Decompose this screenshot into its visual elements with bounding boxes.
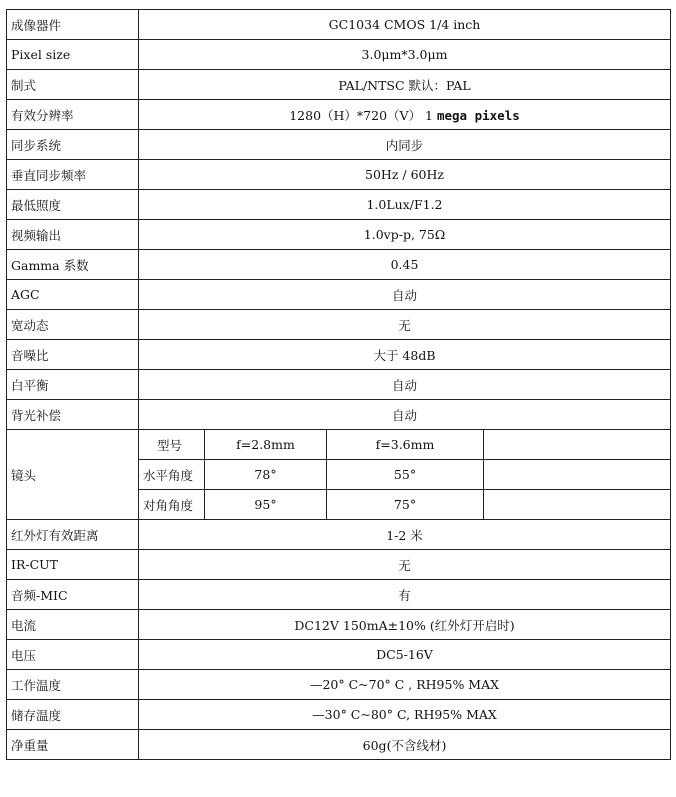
table-row bbox=[7, 400, 671, 430]
spec-value: —30° C~80° C, RH95% MAX bbox=[139, 700, 671, 730]
table-row bbox=[7, 520, 671, 550]
spec-label: 最低照度 bbox=[7, 190, 139, 220]
table-row bbox=[7, 160, 671, 190]
table-row bbox=[7, 250, 671, 280]
spec-label: 音噪比 bbox=[7, 340, 139, 370]
table-row bbox=[7, 610, 671, 640]
spec-value: 1-2 米 bbox=[139, 520, 671, 550]
table-row bbox=[7, 340, 671, 370]
spec-value: PAL/NTSC 默认：PAL bbox=[139, 70, 671, 100]
lens-diagonal-2-8: 95° bbox=[205, 490, 327, 520]
lens-model-label: 型号 bbox=[139, 430, 205, 460]
table-row bbox=[7, 700, 671, 730]
spec-label: 成像器件 bbox=[7, 10, 139, 40]
spec-label: Gamma 系数 bbox=[7, 250, 139, 280]
spec-value: 3.0μm*3.0μm bbox=[139, 40, 671, 70]
lens-horizontal-2-8: 78° bbox=[205, 460, 327, 490]
spec-value: —20° C~70° C , RH95% MAX bbox=[139, 670, 671, 700]
lens-row-header bbox=[7, 430, 671, 460]
spec-label: 电压 bbox=[7, 640, 139, 670]
lens-diagonal-label: 对角角度 bbox=[139, 490, 205, 520]
table-row bbox=[7, 280, 671, 310]
table-row bbox=[7, 670, 671, 700]
table-row bbox=[7, 550, 671, 580]
spec-label: 有效分辨率 bbox=[7, 100, 139, 130]
spec-label: 同步系统 bbox=[7, 130, 139, 160]
spec-label: 工作温度 bbox=[7, 670, 139, 700]
spec-label: 红外灯有效距离 bbox=[7, 520, 139, 550]
spec-label: 音频-MIC bbox=[7, 580, 139, 610]
resolution-text: 1280（H）*720（V） 1 bbox=[289, 107, 437, 123]
spec-value: DC5-16V bbox=[139, 640, 671, 670]
table-row bbox=[7, 100, 671, 130]
spec-label: Pixel size bbox=[7, 40, 139, 70]
lens-empty-cell bbox=[484, 490, 671, 520]
lens-horizontal-3-6: 55° bbox=[327, 460, 484, 490]
spec-table bbox=[6, 9, 671, 760]
table-row bbox=[7, 370, 671, 400]
spec-label: IR-CUT bbox=[7, 550, 139, 580]
spec-value: 内同步 bbox=[139, 130, 671, 160]
table-row bbox=[7, 310, 671, 340]
spec-value: 自动 bbox=[139, 370, 671, 400]
spec-label: 储存温度 bbox=[7, 700, 139, 730]
table-row bbox=[7, 190, 671, 220]
spec-value: 60g(不含线材) bbox=[139, 730, 671, 760]
spec-label: 制式 bbox=[7, 70, 139, 100]
spec-label: 净重量 bbox=[7, 730, 139, 760]
spec-value: GC1034 CMOS 1/4 inch bbox=[139, 10, 671, 40]
table-row bbox=[7, 70, 671, 100]
spec-value: 1.0vp-p, 75Ω bbox=[139, 220, 671, 250]
table-row bbox=[7, 10, 671, 40]
table-row bbox=[7, 40, 671, 70]
spec-label: 背光补偿 bbox=[7, 400, 139, 430]
spec-value: DC12V 150mA±10% (红外灯开启时) bbox=[139, 610, 671, 640]
spec-value: 自动 bbox=[139, 280, 671, 310]
spec-value: 无 bbox=[139, 550, 671, 580]
spec-label: 宽动态 bbox=[7, 310, 139, 340]
spec-label: AGC bbox=[7, 280, 139, 310]
table-row bbox=[7, 220, 671, 250]
spec-value bbox=[139, 100, 671, 130]
lens-diagonal-3-6: 75° bbox=[327, 490, 484, 520]
spec-label: 视频输出 bbox=[7, 220, 139, 250]
spec-value: 有 bbox=[139, 580, 671, 610]
lens-focal-2-8: f=2.8mm bbox=[205, 430, 327, 460]
lens-empty-cell bbox=[484, 460, 671, 490]
table-row bbox=[7, 580, 671, 610]
resolution-unit: mega pixels bbox=[436, 107, 520, 123]
spec-value: 大于 48dB bbox=[139, 340, 671, 370]
spec-value: 0.45 bbox=[139, 250, 671, 280]
table-row bbox=[7, 730, 671, 760]
spec-label: 白平衡 bbox=[7, 370, 139, 400]
spec-value: 1.0Lux/F1.2 bbox=[139, 190, 671, 220]
lens-focal-3-6: f=3.6mm bbox=[327, 430, 484, 460]
spec-label: 垂直同步频率 bbox=[7, 160, 139, 190]
table-row bbox=[7, 640, 671, 670]
spec-value: 无 bbox=[139, 310, 671, 340]
lens-horizontal-label: 水平角度 bbox=[139, 460, 205, 490]
spec-value: 50Hz / 60Hz bbox=[139, 160, 671, 190]
spec-value: 自动 bbox=[139, 400, 671, 430]
table-row bbox=[7, 130, 671, 160]
lens-empty-cell bbox=[484, 430, 671, 460]
spec-label: 电流 bbox=[7, 610, 139, 640]
lens-label: 镜头 bbox=[7, 430, 139, 520]
